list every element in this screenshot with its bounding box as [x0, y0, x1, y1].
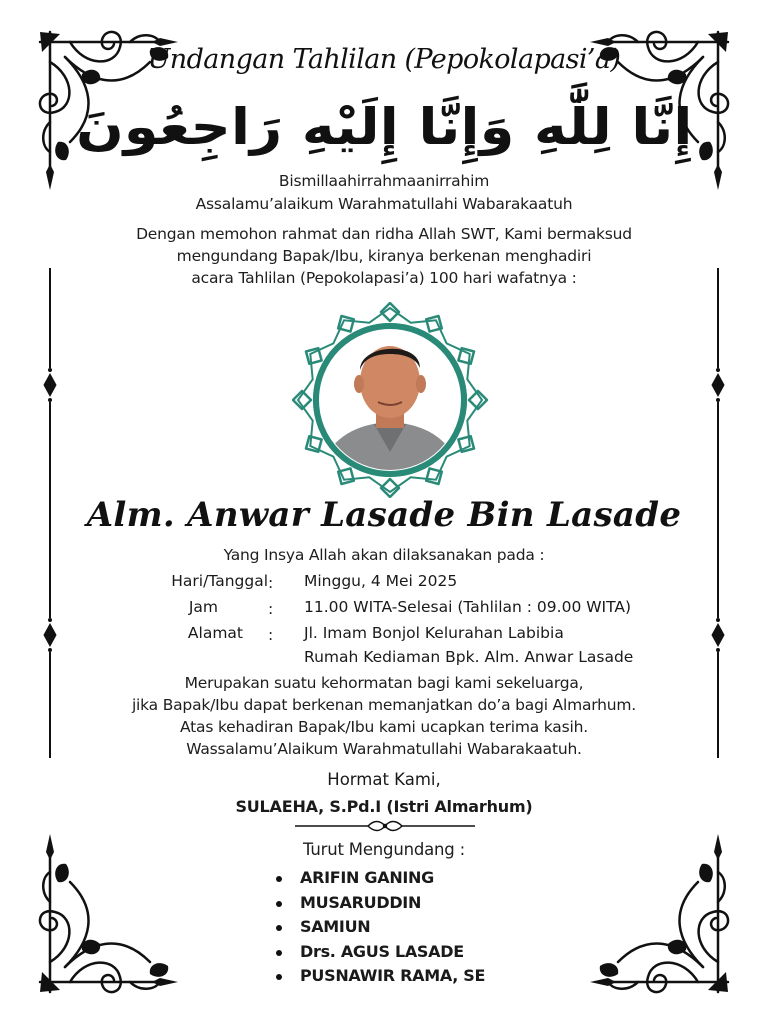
list-item [274, 866, 485, 891]
invitees-list [274, 866, 485, 989]
closing-line-4: Wassalamu’Alaikum Warahmatullahi Wabarakaatuh. [186, 740, 582, 758]
intro-line-2: mengundang Bapak/Ibu, kiranya berkenan menghadiri [176, 247, 592, 265]
bullet-icon [276, 974, 282, 980]
time-label: Jam [188, 598, 218, 616]
bullet-icon [276, 901, 282, 907]
arabic-calligraphy-text: إِنَّا لِلَّٰهِ وَإِنَّا إِلَيْهِ رَاجِعُونَ [75, 98, 693, 156]
bullet-icon [276, 876, 282, 882]
invitation-title: Undangan Tahlilan (Pepokolapasi’a) [147, 44, 621, 75]
date-label: Hari/Tanggal [171, 572, 268, 590]
list-item [274, 915, 485, 940]
signer-name: SULAEHA, S.Pd.I (Istri Almarhum) [235, 797, 533, 816]
address-colon: : [268, 626, 274, 644]
list-item [274, 940, 485, 965]
address-line-2: Rumah Kediaman Bpk. Alm. Anwar Lasade [304, 648, 634, 666]
arabic-calligraphy [0, 92, 768, 162]
deceased-name: Alm. Anwar Lasade Bin Lasade [86, 495, 682, 535]
closing-line-2: jika Bapak/Ibu dapat berkenan memanjatkan do’a bagi Almarhum. [131, 696, 637, 714]
event-intro: Yang Insya Allah akan dilaksanakan pada : [223, 546, 545, 564]
intro-line-3: acara Tahlilan (Pepokolapasi’a) 100 hari wafatnya : [191, 269, 577, 287]
intro-line-1: Dengan memohon rahmat dan ridha Allah SWT, Kami bermaksud [136, 225, 632, 243]
time-colon: : [268, 600, 274, 618]
time-value: 11.00 WITA-Selesai (Tahlilan : 09.00 WITA) [304, 598, 632, 616]
invitee-name: MUSARUDDIN [300, 892, 422, 912]
greeting-line-1: Bismillaahirrahmaanirrahim [278, 172, 490, 190]
photo-frame [292, 302, 488, 498]
divider-flourish-icon [290, 818, 480, 834]
address-line-1: Jl. Imam Bonjol Kelurahan Labibia [304, 624, 564, 642]
invitee-name: SAMIUN [300, 917, 371, 936]
invitee-name: PUSNAWIR RAMA, SE [300, 966, 486, 985]
respect-line: Hormat Kami, [327, 770, 441, 789]
invitees-heading: Turut Mengundang : [303, 840, 465, 859]
bullet-icon [276, 925, 282, 931]
list-item [274, 964, 485, 989]
date-colon: : [268, 574, 274, 592]
list-item [274, 891, 485, 916]
photo-frame-star-icon [292, 302, 488, 498]
date-value: Minggu, 4 Mei 2025 [304, 572, 458, 590]
invitee-name: ARIFIN GANING [300, 868, 434, 887]
bullet-icon [276, 950, 282, 956]
invitee-name: Drs. AGUS LASADE [300, 941, 464, 961]
closing-line-1: Merupakan suatu kehormatan bagi kami sekeluarga, [184, 674, 584, 692]
closing-line-3: Atas kehadiran Bapak/Ibu kami ucapkan terima kasih. [180, 718, 588, 736]
address-label: Alamat [187, 624, 243, 642]
greeting-line-2: Assalamu’alaikum Warahmatullahi Wabarakaatuh [195, 195, 573, 213]
